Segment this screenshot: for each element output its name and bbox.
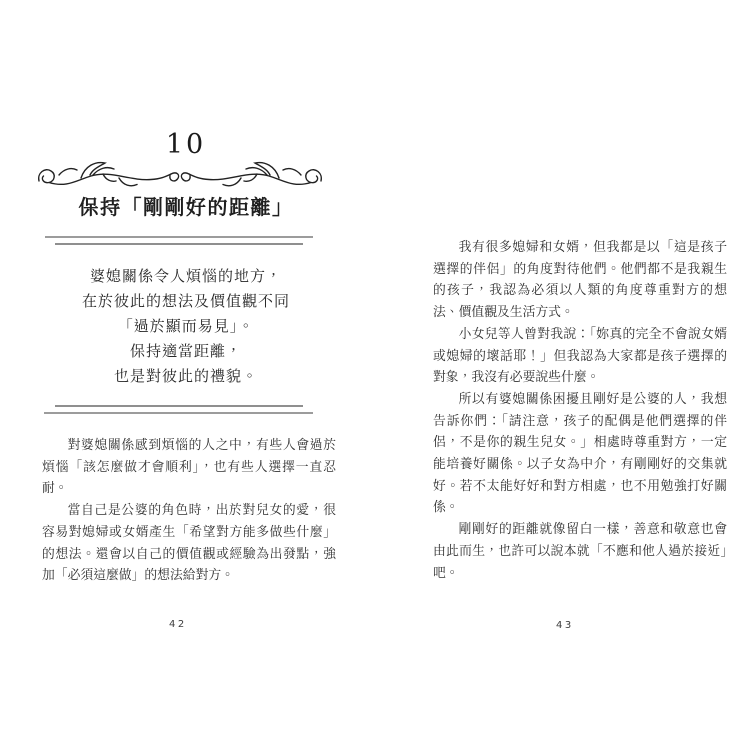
paragraph: 對婆媳關係感到煩惱的人之中，有些人會過於煩惱「該怎麼做才會順利」，也有些人選擇一直忍耐。 [42,438,336,497]
epigraph-rule-bottom-outer [44,412,313,414]
chapter-title: 保持「剛剛好的距離」 [78,195,294,219]
flourish-ornament-icon [33,158,327,194]
right-page-body [433,237,727,584]
epigraph-line: 婆媳關係令人煩惱的地方， [89,267,282,285]
epigraph-line: 「過於顯而易見」。 [117,317,255,335]
epigraph-line: 保持適當距離， [129,342,242,360]
left-page-body [42,435,336,587]
epigraph-line: 在於彼此的想法及價值觀不同 [81,292,290,310]
paragraph: 所以有婆媳關係困擾且剛好是公婆的人，我想告訴你們：「請注意，孩子的配偶是他們選擇的伴侶，不是你的親生兒女。」相處時尊重對方，一定能培養好關係。以子女為中介，有剛剛好的交集就好。若不太能好好和對方相處，也不用勉強打好關係。 [433,391,727,516]
epigraph-rule-top-outer [45,236,313,238]
paragraph: 當自己是公婆的角色時，出於對兒女的愛，很容易對媳婦或女婿產生「希望對方能多做些什麼」的想法。還會以自己的價值觀或經驗為出發點，強加「必須這麼做」的想法給對方。 [42,503,336,584]
page-number-right: 43 [556,620,574,631]
epigraph-rule-bottom-inner [55,405,303,407]
epigraph [40,264,332,389]
epigraph-line: 也是對彼此的禮貌。 [113,367,258,385]
paragraph: 我有很多媳婦和女婿，但我都是以「這是孩子選擇的伴侶」的角度對待他們。他們都不是我親生的孩子，我認為必須以人類的角度尊重對方的想法、價值觀及生活方式。 [433,240,727,321]
paragraph: 小女兒等人曾對我說：「妳真的完全不會說女婿或媳婦的壞話耶！」但我認為大家都是孩子選擇的對象，我沒有必要說些什麼。 [433,326,727,386]
paragraph: 剛剛好的距離就像留白一樣，善意和敬意也會由此而生，也許可以說本就「不應和他人過於接近」吧。 [433,522,727,581]
page-number-left: 42 [169,619,187,630]
epigraph-rule-top-inner [55,243,303,245]
chapter-number: 10 [165,129,207,160]
